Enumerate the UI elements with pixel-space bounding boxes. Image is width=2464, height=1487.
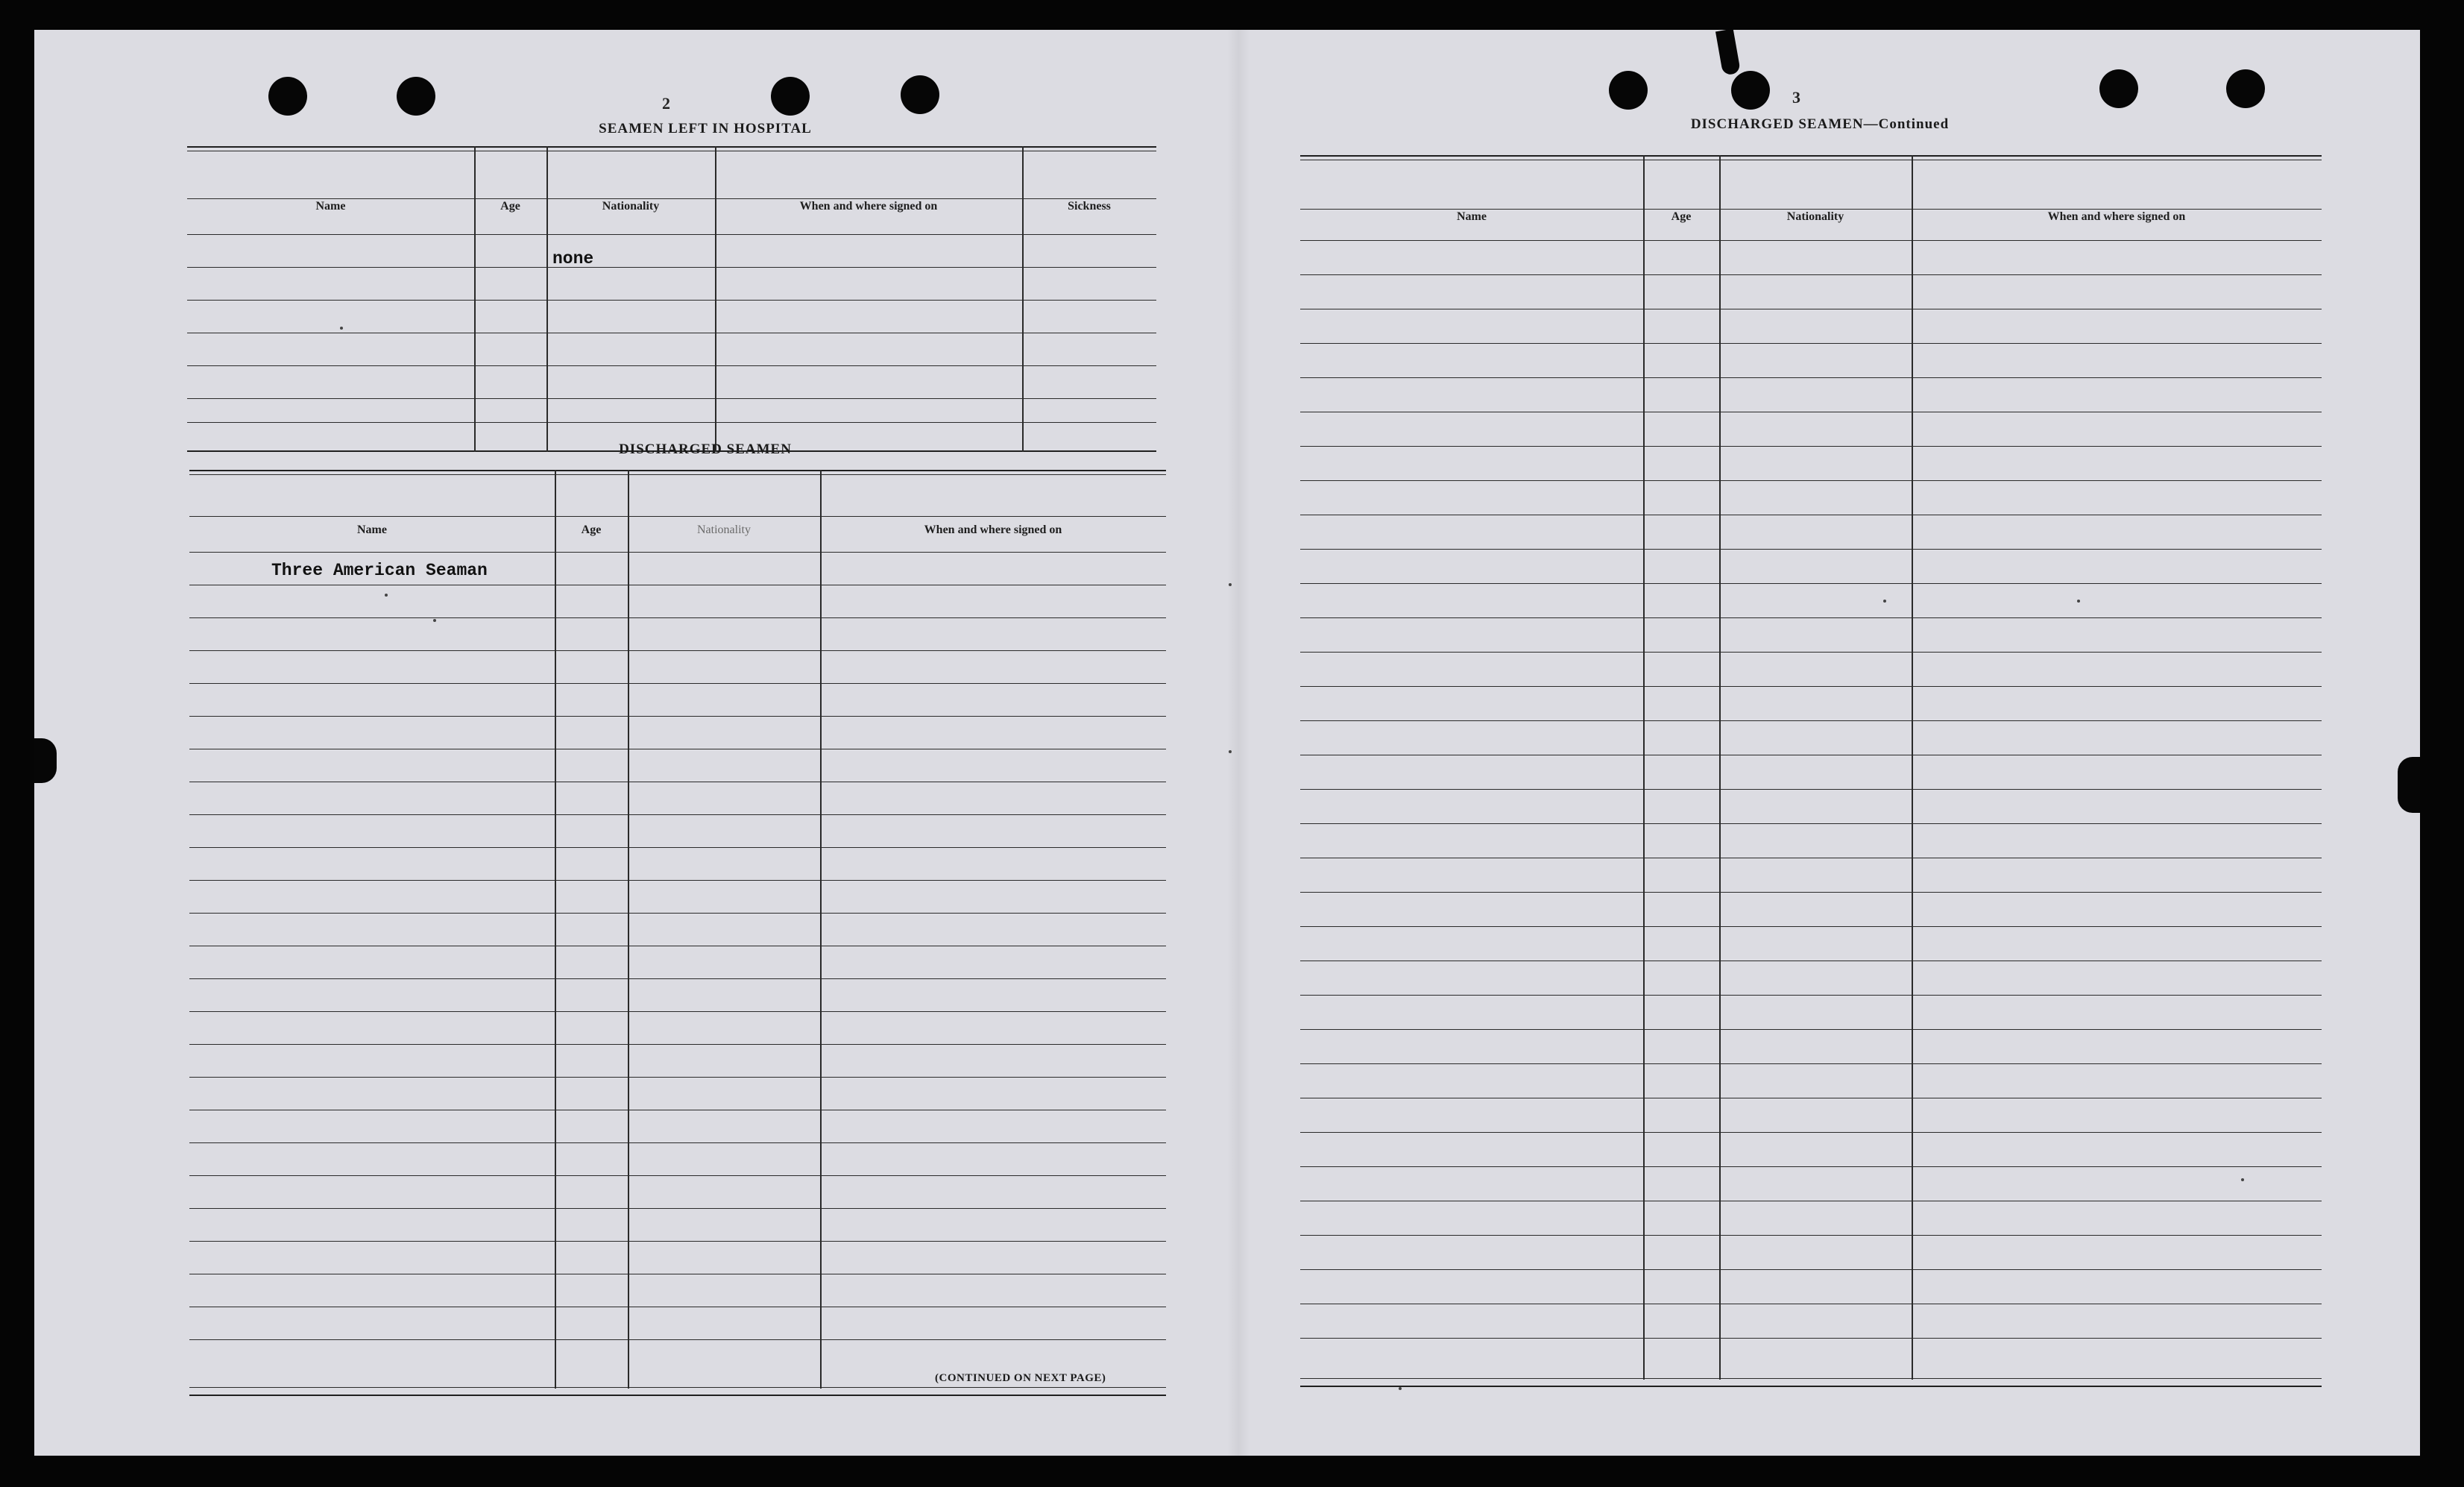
col-name: Name: [357, 524, 387, 536]
punch-hole: [771, 77, 810, 116]
col-nationality: Nationality: [602, 200, 660, 213]
col-name: Name: [315, 200, 346, 213]
hospital-table: [187, 146, 1156, 455]
paper-speck: [2077, 600, 2080, 603]
col-age: Age: [581, 524, 602, 536]
hospital-entry-none: none: [552, 249, 594, 268]
paper-speck: [1229, 750, 1232, 753]
col-signed-on: When and where signed on: [924, 524, 1062, 536]
paper-tear: [34, 738, 57, 783]
discharged-table-right: [1300, 155, 2322, 1393]
punch-hole: [268, 77, 307, 116]
hospital-section-title: SEAMEN LEFT IN HOSPITAL: [599, 121, 812, 136]
col-nationality: Nationality: [697, 524, 751, 536]
continued-footer: (CONTINUED ON NEXT PAGE): [935, 1372, 1106, 1384]
document-sheet: [34, 30, 2420, 1456]
paper-speck: [385, 594, 388, 597]
punch-hole: [2226, 69, 2265, 108]
discharged-entry: Three American Seaman: [271, 561, 488, 580]
paper-speck: [1883, 600, 1886, 603]
page-number-right: 3: [1792, 88, 1800, 107]
paper-speck: [2241, 1178, 2244, 1181]
paper-tear: [1715, 28, 1741, 75]
discharged-table-left: [189, 470, 1166, 1417]
col-name: Name: [1457, 210, 1487, 223]
col-sickness: Sickness: [1068, 200, 1111, 213]
page-number-left: 2: [662, 94, 670, 113]
punch-hole: [1609, 71, 1648, 110]
punch-hole: [1731, 71, 1770, 110]
paper-speck: [433, 619, 436, 622]
paper-speck: [340, 327, 343, 330]
col-signed-on: When and where signed on: [799, 200, 938, 213]
paper-speck: [1399, 1387, 1402, 1390]
paper-speck: [1229, 583, 1232, 586]
col-nationality: Nationality: [1786, 210, 1844, 223]
col-signed-on: When and where signed on: [2047, 210, 2186, 223]
punch-hole: [2099, 69, 2138, 108]
punch-hole: [901, 75, 939, 114]
punch-hole: [397, 77, 435, 116]
page-fold: [1227, 30, 1250, 1456]
discharged-section-title: DISCHARGED SEAMEN: [619, 441, 792, 457]
col-age: Age: [1671, 210, 1692, 223]
col-age: Age: [500, 200, 520, 213]
discharged-continued-title: DISCHARGED SEAMEN—Continued: [1690, 116, 1950, 132]
paper-tear: [2398, 757, 2420, 813]
